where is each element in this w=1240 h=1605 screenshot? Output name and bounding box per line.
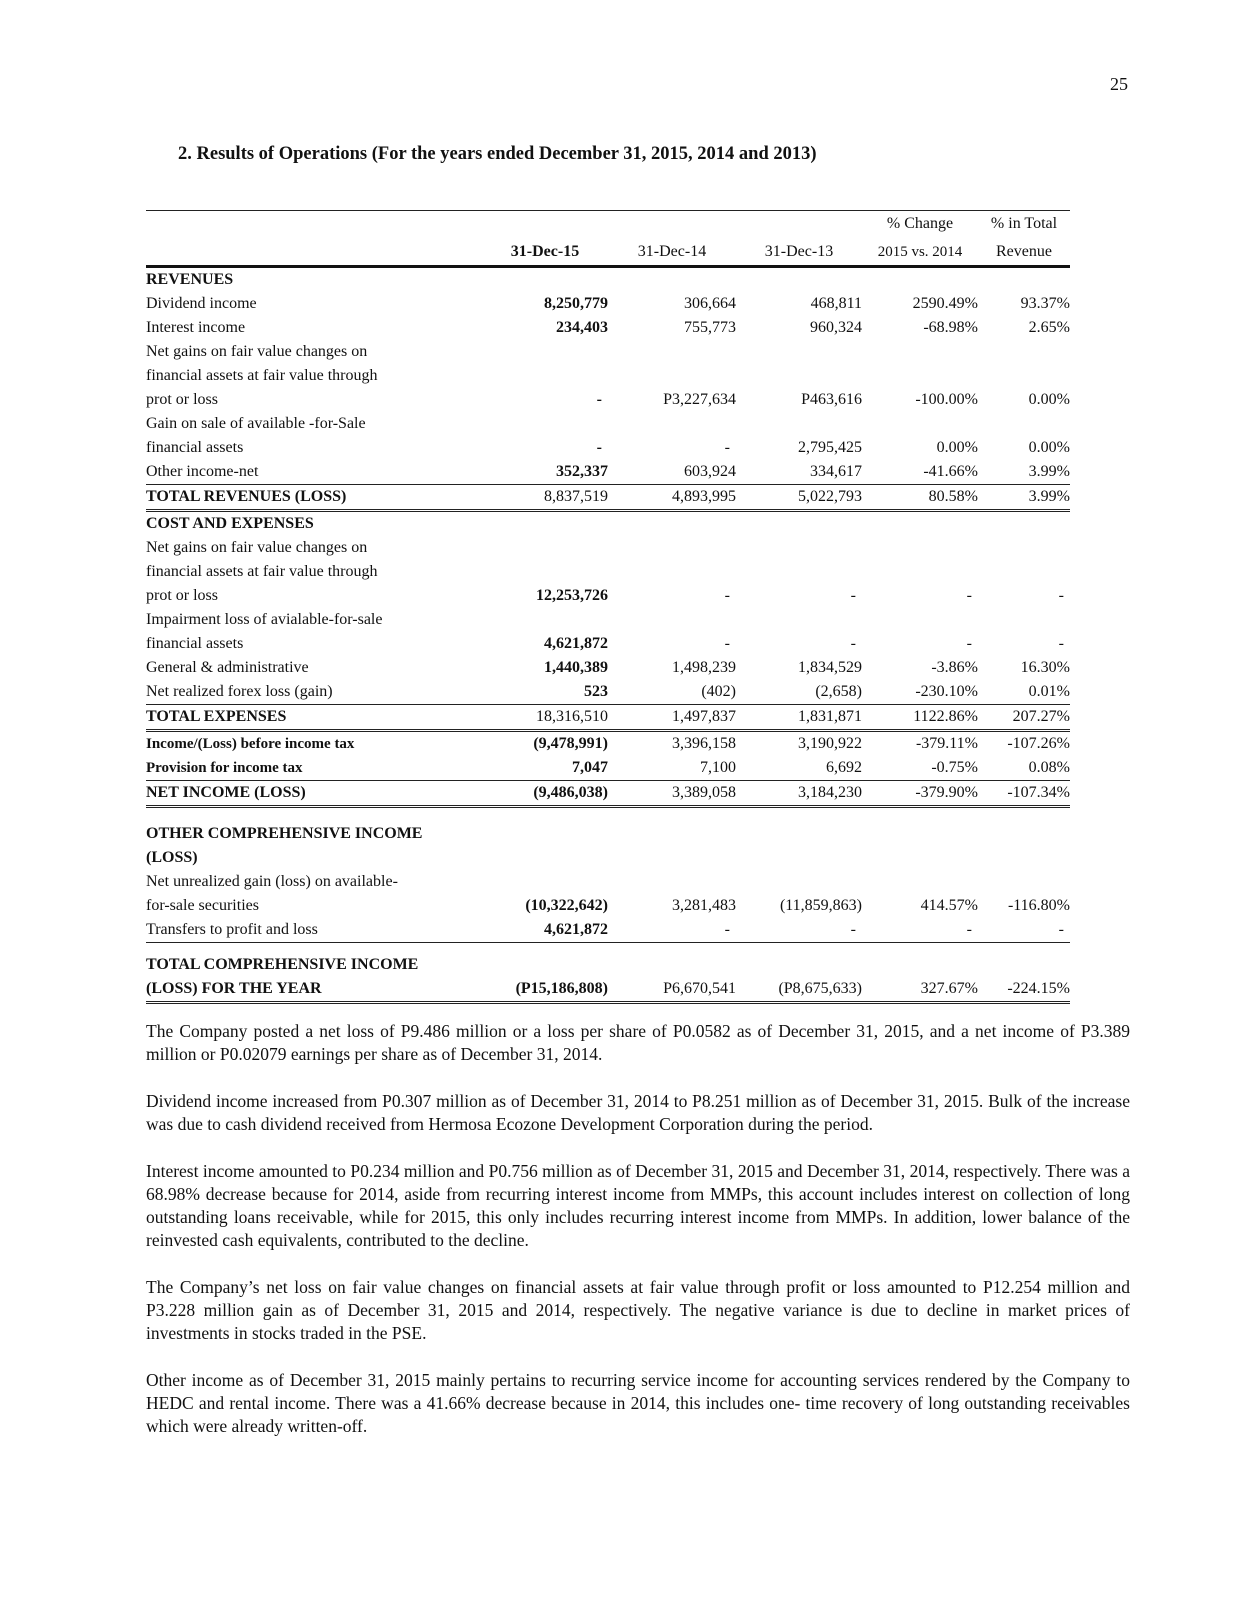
cell-2013: P463,616 bbox=[801, 391, 862, 408]
row-income-before-tax bbox=[146, 731, 1070, 757]
cell-pct-total: 16.30% bbox=[1020, 659, 1070, 676]
row-gain-on-sale bbox=[146, 436, 1070, 460]
row-label: TOTAL EXPENSES bbox=[146, 705, 482, 731]
cell-pct-change: -0.75% bbox=[931, 759, 978, 776]
section-revenues bbox=[146, 267, 1070, 293]
cell-pct-total: 0.00% bbox=[1028, 391, 1070, 408]
cell-2013: - bbox=[850, 921, 856, 938]
cell-2015: 234,403 bbox=[556, 319, 608, 336]
row-provision-tax bbox=[146, 756, 1070, 781]
header-pct-change: % Change bbox=[886, 215, 954, 232]
cell-2014: 3,396,158 bbox=[672, 735, 736, 752]
row-net-income bbox=[146, 781, 1070, 807]
row-label: financial assets at fair value through bbox=[146, 367, 378, 384]
cell-pct-change: -379.90% bbox=[862, 781, 978, 807]
cell-pct-total: 3.99% bbox=[978, 485, 1070, 511]
cell-2013: - bbox=[850, 587, 856, 604]
cell-pct-change: - bbox=[966, 587, 972, 604]
row-total-comprehensive-income bbox=[146, 977, 1070, 1003]
row-label-continuation bbox=[146, 364, 1070, 388]
header-2015: 31-Dec-15 bbox=[482, 237, 608, 267]
cell-2014: 1,497,837 bbox=[608, 705, 736, 731]
cell-pct-total: 0.01% bbox=[1028, 683, 1070, 700]
section-title: OTHER COMPREHENSIVE INCOME bbox=[146, 825, 423, 842]
cell-2015: 7,047 bbox=[572, 759, 608, 776]
header-pct-total-sub: Revenue bbox=[978, 237, 1070, 267]
row-other-income bbox=[146, 460, 1070, 485]
cell-pct-change: -100.00% bbox=[915, 391, 978, 408]
cell-pct-total: -107.26% bbox=[1007, 735, 1070, 752]
section-title: REVENUES bbox=[146, 271, 234, 288]
cell-pct-change: -379.11% bbox=[915, 735, 978, 752]
results-of-operations-table bbox=[146, 210, 1070, 1004]
cell-pct-change: 2590.49% bbox=[912, 295, 978, 312]
row-label: Gain on sale of available -for-Sale bbox=[146, 415, 366, 432]
cell-pct-total: -107.34% bbox=[978, 781, 1070, 807]
row-label: prot or loss bbox=[146, 391, 218, 408]
row-label: Transfers to profit and loss bbox=[146, 921, 318, 938]
row-label: financial assets at fair value through bbox=[146, 563, 378, 580]
cell-2013: 960,324 bbox=[810, 319, 862, 336]
cell-2013: 334,617 bbox=[810, 463, 862, 480]
row-net-gains-fv bbox=[146, 388, 1070, 412]
cell-2013: 6,692 bbox=[826, 759, 862, 776]
cell-pct-change: -41.66% bbox=[923, 463, 978, 480]
section-heading: 2. Results of Operations (For the years ended December 31, 2015, 2014 and 2013) bbox=[178, 144, 817, 164]
cell-2015: - bbox=[596, 439, 602, 456]
cell-2013: 468,811 bbox=[810, 295, 862, 312]
cell-pct-change: 1122.86% bbox=[862, 705, 978, 731]
cell-pct-change: -230.10% bbox=[915, 683, 978, 700]
cell-pct-total: 2.65% bbox=[1028, 319, 1070, 336]
cell-2014: P6,670,541 bbox=[608, 977, 736, 1003]
cell-pct-change: -68.98% bbox=[923, 319, 978, 336]
cell-2013: 5,022,793 bbox=[736, 485, 862, 511]
section-cost-and-expenses bbox=[146, 511, 1070, 537]
section-oci bbox=[146, 822, 1070, 846]
header-row-1 bbox=[146, 211, 1070, 237]
financial-table bbox=[146, 210, 1070, 1004]
row-label-continuation bbox=[146, 608, 1070, 632]
row-label: Net unrealized gain (loss) on available- bbox=[146, 873, 398, 890]
row-total-expenses bbox=[146, 705, 1070, 731]
cell-2014: - bbox=[724, 921, 730, 938]
row-label: Impairment loss of avialable-for-sale bbox=[146, 611, 383, 628]
cell-2014: 3,281,483 bbox=[672, 897, 736, 914]
row-dividend-income bbox=[146, 292, 1070, 316]
row-label-continuation bbox=[146, 412, 1070, 436]
cell-pct-total: 0.08% bbox=[1028, 759, 1070, 776]
cell-2014: 3,389,058 bbox=[608, 781, 736, 807]
cell-2014: - bbox=[724, 587, 730, 604]
row-label: Other income-net bbox=[146, 463, 259, 480]
paragraph: Dividend income increased from P0.307 million as of December 31, 2014 to P8.251 million as of December 31, 2015. Bulk of the increase was due to cash dividend received from Hermosa Ecozone Development Corporation during the period. bbox=[146, 1091, 1130, 1134]
row-label: Net gains on fair value changes on bbox=[146, 343, 368, 360]
cell-2015: 18,316,510 bbox=[482, 705, 608, 731]
cell-pct-total: 93.37% bbox=[1020, 295, 1070, 312]
section-title: TOTAL COMPREHENSIVE INCOME bbox=[146, 943, 482, 978]
cell-2013: 2,795,425 bbox=[798, 439, 862, 456]
row-label: Net gains on fair value changes on bbox=[146, 539, 368, 556]
cell-pct-total: 3.99% bbox=[1028, 463, 1070, 480]
cell-pct-total: - bbox=[1058, 587, 1064, 604]
row-label: Dividend income bbox=[146, 295, 257, 312]
row-unrealized-gain bbox=[146, 894, 1070, 918]
cell-2013: (2,658) bbox=[815, 683, 862, 700]
cell-2014: - bbox=[724, 635, 730, 652]
row-forex bbox=[146, 680, 1070, 705]
paragraph: Other income as of December 31, 2015 mainly pertains to recurring service income for accounting services rendered by the Company to HEDC and rental income. There was a 41.66% decrease because in 2014, this includes one- time recovery of long outstanding receivables which were already written-off. bbox=[146, 1370, 1130, 1436]
cell-2015: 4,621,872 bbox=[544, 635, 608, 652]
cell-2015: - bbox=[596, 391, 602, 408]
cell-2015: 12,253,726 bbox=[536, 587, 608, 604]
cell-2014: 603,924 bbox=[684, 463, 736, 480]
row-label: NET INCOME (LOSS) bbox=[146, 781, 482, 807]
cell-2014: 4,893,995 bbox=[608, 485, 736, 511]
row-total-revenues bbox=[146, 485, 1070, 511]
page-number: 25 bbox=[1110, 74, 1128, 94]
header-row-2 bbox=[146, 237, 1070, 267]
cell-2015: 352,337 bbox=[556, 463, 608, 480]
cell-2014: (402) bbox=[701, 683, 736, 700]
paragraph: Interest income amounted to P0.234 million and P0.756 million as of December 31, 2015 and December 31, 2014, respectively. There was a 68.98% decrease because for 2014, aside from recurring interest income from MMPs, this account includes interest on collection of long outstanding loans receivable, while for 2015, this only includes recurring interest income from MMPs. In addition, lower balance of the reinvested cash equivalents, contributed to the decline. bbox=[146, 1161, 1130, 1250]
row-label-continuation bbox=[146, 536, 1070, 560]
cell-pct-change: 327.67% bbox=[862, 977, 978, 1003]
row-label: financial assets bbox=[146, 635, 244, 652]
cell-2013: (P8,675,633) bbox=[736, 977, 862, 1003]
row-label: for-sale securities bbox=[146, 897, 259, 914]
cell-2013: 3,190,922 bbox=[798, 735, 862, 752]
cell-2014: 306,664 bbox=[684, 295, 736, 312]
row-label-continuation bbox=[146, 560, 1070, 584]
cell-pct-change: 80.58% bbox=[862, 485, 978, 511]
cell-2015: 8,250,779 bbox=[544, 295, 608, 312]
cell-pct-change: 414.57% bbox=[920, 897, 978, 914]
section-title: (LOSS) bbox=[146, 849, 198, 866]
row-label: TOTAL REVENUES (LOSS) bbox=[146, 485, 482, 511]
cell-2014: P3,227,634 bbox=[663, 391, 736, 408]
cell-2015: 523 bbox=[584, 683, 608, 700]
cell-pct-total: -116.80% bbox=[1007, 897, 1070, 914]
cell-pct-total: - bbox=[1058, 921, 1064, 938]
cell-2013: - bbox=[850, 635, 856, 652]
cell-pct-total: 0.00% bbox=[1028, 439, 1070, 456]
cell-2014: - bbox=[724, 439, 730, 456]
section-title: COST AND EXPENSES bbox=[146, 515, 314, 532]
cell-pct-change: -3.86% bbox=[931, 659, 978, 676]
discussion-text bbox=[146, 1020, 1130, 1462]
row-general-admin bbox=[146, 656, 1070, 680]
row-interest-income bbox=[146, 316, 1070, 340]
row-label: Provision for income tax bbox=[146, 760, 303, 776]
cell-2015: 8,837,519 bbox=[482, 485, 608, 511]
cell-2013: 3,184,230 bbox=[736, 781, 862, 807]
row-impairment-loss bbox=[146, 632, 1070, 656]
row-label: Income/(Loss) before income tax bbox=[146, 736, 355, 752]
paragraph: The Company posted a net loss of P9.486 million or a loss per share of P0.0582 as of December 31, 2015, and a net income of P3.389 million or P0.02079 earnings per share as of December 31, 2014. bbox=[146, 1021, 1130, 1064]
header-pct-change-sub: 2015 vs. 2014 bbox=[862, 237, 978, 267]
row-label: (LOSS) FOR THE YEAR bbox=[146, 977, 482, 1003]
header-pct-total: % in Total bbox=[990, 215, 1058, 232]
row-label: Interest income bbox=[146, 319, 246, 336]
cell-2013: 1,834,529 bbox=[798, 659, 862, 676]
row-label: Net realized forex loss (gain) bbox=[146, 683, 333, 700]
cell-pct-total: - bbox=[1058, 635, 1064, 652]
row-transfers bbox=[146, 918, 1070, 943]
cell-2015: (9,478,991) bbox=[533, 735, 608, 752]
row-label-continuation bbox=[146, 870, 1070, 894]
cell-2015: 1,440,389 bbox=[544, 659, 608, 676]
section-tci bbox=[146, 943, 1070, 978]
cell-2014: 755,773 bbox=[684, 319, 736, 336]
cell-pct-change: - bbox=[966, 921, 972, 938]
cell-pct-total: 207.27% bbox=[978, 705, 1070, 731]
row-label-continuation bbox=[146, 340, 1070, 364]
cell-2015: (P15,186,808) bbox=[482, 977, 608, 1003]
cell-pct-change: - bbox=[966, 635, 972, 652]
paragraph: The Company’s net loss on fair value changes on financial assets at fair value through profit or loss amounted to P12.254 million and P3.228 million gain as of December 31, 2015 and 2014, respectively. The negative variance is due to decline in market prices of investments in stocks traded in the PSE. bbox=[146, 1277, 1130, 1343]
cell-2015: 4,621,872 bbox=[544, 921, 608, 938]
row-label: General & administrative bbox=[146, 659, 309, 676]
header-2014: 31-Dec-14 bbox=[608, 237, 736, 267]
cell-2015: (9,486,038) bbox=[482, 781, 608, 807]
cell-2014: 1,498,239 bbox=[672, 659, 736, 676]
cell-pct-change: 0.00% bbox=[936, 439, 978, 456]
row-label: prot or loss bbox=[146, 587, 218, 604]
row-net-gains-fv-expense bbox=[146, 584, 1070, 608]
section-oci-cont bbox=[146, 846, 1070, 870]
cell-2013: (11,859,863) bbox=[779, 897, 862, 914]
row-label: financial assets bbox=[146, 439, 244, 456]
cell-2014: 7,100 bbox=[700, 759, 736, 776]
cell-2015: (10,322,642) bbox=[525, 897, 608, 914]
cell-2013: 1,831,871 bbox=[736, 705, 862, 731]
cell-pct-total: -224.15% bbox=[978, 977, 1070, 1003]
header-2013: 31-Dec-13 bbox=[736, 237, 862, 267]
